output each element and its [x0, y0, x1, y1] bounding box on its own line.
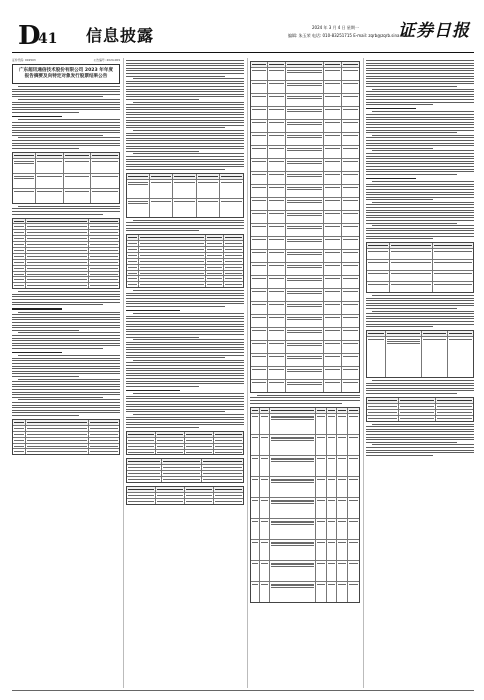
column-divider	[363, 58, 364, 688]
text-block	[12, 291, 120, 416]
section-letter: D	[18, 21, 40, 51]
notice-number: 公告编号: 2024-009	[93, 58, 120, 62]
text-block	[250, 395, 360, 404]
stock-code: 证券代码: 002503	[12, 58, 36, 62]
section-number: 41	[38, 31, 58, 47]
data-table	[126, 431, 244, 456]
editor-contact: 编辑: 朱玉荣 电话: 010-83251715 E-mail: zqrb@zqrb.sina.net	[288, 33, 408, 38]
text-block	[366, 60, 474, 239]
notice-headline-box	[12, 64, 120, 84]
section-title: 信息披露	[86, 26, 155, 45]
data-table	[366, 330, 474, 378]
text-block	[126, 220, 244, 231]
data-table	[250, 407, 360, 603]
text-block	[366, 424, 474, 456]
column-divider	[123, 58, 124, 688]
data-table	[12, 152, 120, 204]
data-table	[126, 234, 244, 288]
masthead	[12, 18, 474, 53]
data-table	[12, 419, 120, 455]
data-table	[126, 173, 244, 218]
text-block	[126, 290, 244, 428]
data-table	[366, 242, 474, 293]
text-block	[126, 60, 244, 170]
text-block	[366, 380, 474, 394]
text-block	[12, 86, 120, 149]
data-table	[250, 61, 360, 393]
text-block	[12, 206, 120, 215]
column-divider	[247, 58, 248, 688]
data-table	[126, 486, 244, 505]
notice-meta	[12, 58, 120, 62]
data-table	[12, 218, 120, 290]
footer-rule	[12, 690, 474, 691]
column-2	[126, 58, 244, 688]
notice-headline-line2: 报告摘要及向特定对象发行股票结果公告	[24, 74, 108, 79]
notice-headline-line1: 广东超讯通信技术股份有限公司 2023 年年度	[18, 68, 114, 73]
text-block	[366, 295, 474, 327]
newspaper-logo: 证券日报	[398, 21, 470, 41]
data-table	[366, 397, 474, 422]
column-3	[250, 58, 360, 688]
column-4	[366, 58, 474, 688]
column-1	[12, 58, 120, 688]
issue-date: 2024 年 3 月 4 日 星期一	[312, 25, 359, 30]
data-table	[126, 458, 244, 483]
